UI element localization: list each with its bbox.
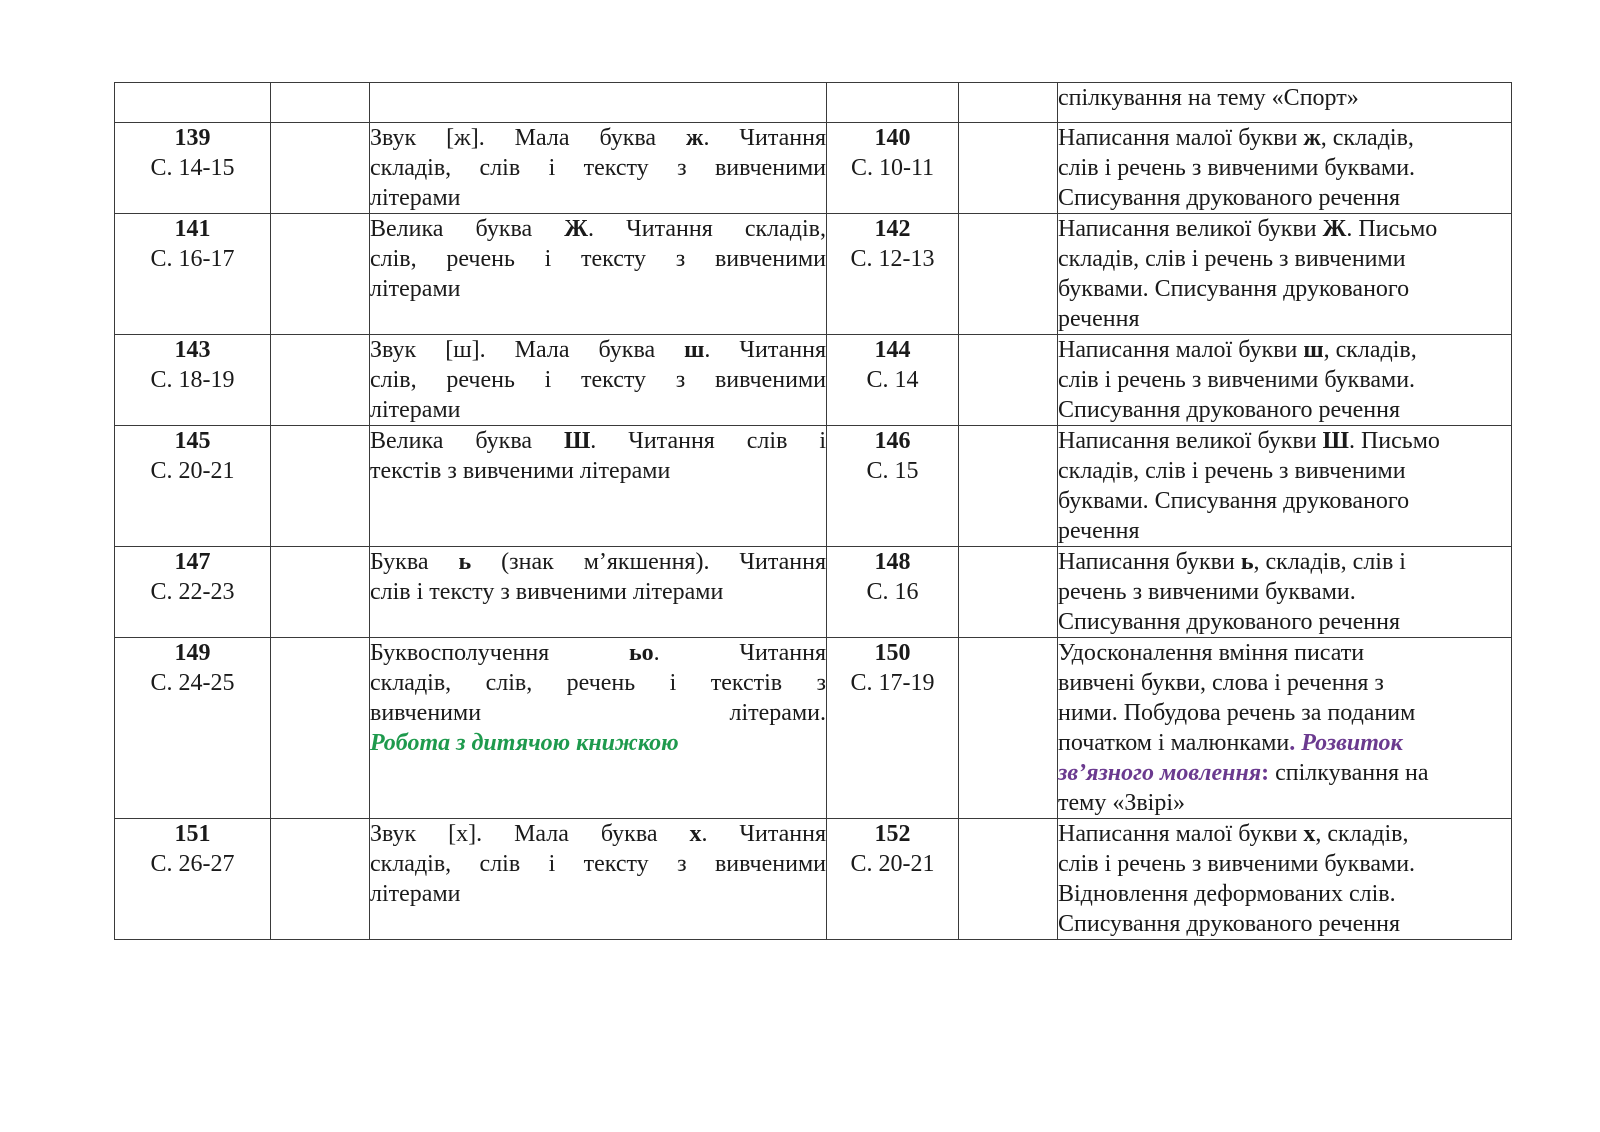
- text-run: текстів з вивченими літерами: [370, 458, 671, 484]
- highlight-purple-punct: :: [1261, 760, 1270, 786]
- bold-letter: Ж: [1322, 216, 1347, 242]
- text-run: Списування друкованого речення: [1058, 185, 1401, 211]
- textbook-pages: С. 20-21: [150, 458, 235, 484]
- lesson-number-cell: [827, 638, 959, 819]
- text-line: [1058, 909, 1511, 939]
- lesson-number-cell: [827, 214, 959, 335]
- text-run: , складів,: [1315, 821, 1409, 847]
- text-run: Велика буква: [370, 216, 565, 242]
- lesson-number-cell: [115, 638, 271, 819]
- text-line: [1058, 335, 1511, 365]
- table-row: [115, 214, 1512, 335]
- text-line: [1058, 486, 1511, 516]
- text-line: [1058, 244, 1511, 274]
- text-line: [370, 123, 826, 153]
- table-row: [115, 426, 1512, 547]
- lesson-number-cell: [827, 335, 959, 426]
- copybook-pages: С. 14: [866, 367, 919, 393]
- text-run: . Читання: [704, 337, 826, 363]
- textbook-pages: С. 16-17: [150, 246, 235, 272]
- bold-letter: ж: [686, 125, 704, 151]
- text-run: . Письмо: [1346, 216, 1438, 242]
- bold-letter: х: [689, 821, 702, 847]
- reading-topic-cell: [370, 547, 827, 638]
- lesson-number: 142: [874, 216, 911, 242]
- empty-cell: [271, 426, 370, 547]
- bold-letter: ж: [1303, 125, 1321, 151]
- text-run: Велика буква: [370, 428, 564, 454]
- text-line: [1058, 153, 1511, 183]
- text-run: ними. Побудова речень за поданим: [1058, 700, 1416, 726]
- textbook-pages: С. 26-27: [150, 851, 235, 877]
- empty-cell: [271, 83, 370, 123]
- text-run: слів, речень і тексту з вивченими: [370, 246, 826, 272]
- text-line: [370, 638, 826, 668]
- textbook-pages: С. 24-25: [150, 670, 235, 696]
- text-line: [1058, 698, 1511, 728]
- lesson-number-cell: [827, 547, 959, 638]
- lesson-number: 141: [174, 216, 211, 242]
- empty-cell: [271, 547, 370, 638]
- text-line: [370, 335, 826, 365]
- text-line: [1058, 304, 1511, 334]
- text-run: Списування друкованого речення: [1058, 911, 1401, 937]
- empty-cell: [271, 638, 370, 819]
- reading-topic-cell: [370, 819, 827, 940]
- cell-text: спілкування на тему «Спорт»: [1058, 85, 1359, 111]
- text-run: Відновлення деформованих слів.: [1058, 881, 1396, 907]
- text-run: вивчені букви, слова і речення з: [1058, 670, 1384, 696]
- text-run: Написання малої букви: [1058, 821, 1304, 847]
- bold-letter: Ш: [563, 428, 591, 454]
- lesson-number: 151: [174, 821, 211, 847]
- text-line: [1058, 516, 1511, 546]
- text-run: буквами. Списування друкованого: [1058, 276, 1410, 302]
- text-line: [370, 668, 826, 698]
- text-run: слів і речень з вивченими буквами.: [1058, 851, 1416, 877]
- text-line: [1058, 426, 1511, 456]
- reading-topic-cell: [370, 214, 827, 335]
- reading-topic-cell: [370, 83, 827, 123]
- text-line: [370, 365, 826, 395]
- text-line: [1058, 728, 1511, 758]
- table-row: [115, 83, 1512, 123]
- empty-cell: [959, 335, 1058, 426]
- text-run: складів, слів і тексту з вивченими: [370, 155, 826, 181]
- reading-topic-cell: [370, 335, 827, 426]
- lesson-number: 152: [874, 821, 911, 847]
- text-line: [370, 426, 826, 456]
- empty-cell: [959, 426, 1058, 547]
- bold-letter: ь: [458, 549, 472, 575]
- text-line: [1058, 668, 1511, 698]
- text-run: літерами: [370, 881, 461, 907]
- text-run: Написання малої букви: [1058, 125, 1304, 151]
- lesson-number: 149: [174, 640, 211, 666]
- copybook-pages: С. 10-11: [850, 155, 935, 181]
- text-run: слів і речень з вивченими буквами.: [1058, 155, 1416, 181]
- text-run: буквами. Списування друкованого: [1058, 488, 1410, 514]
- bold-letter: ш: [1303, 337, 1324, 363]
- lesson-number-cell: [115, 83, 271, 123]
- text-run: літерами: [370, 185, 461, 211]
- lesson-number-cell: [115, 819, 271, 940]
- text-run: Удосконалення вміння писати: [1058, 640, 1365, 666]
- lesson-number-cell: [115, 335, 271, 426]
- text-run: , складів,: [1320, 125, 1414, 151]
- text-run: слів, речень і тексту з вивченими: [370, 367, 826, 393]
- text-line: [1058, 788, 1511, 818]
- text-run: слів і тексту з вивченими літерами: [370, 579, 724, 605]
- text-line: [370, 456, 826, 486]
- text-run: складів, слів і речень з вивченими: [1058, 458, 1406, 484]
- writing-topic-cell: [1058, 83, 1512, 123]
- empty-cell: [271, 819, 370, 940]
- copybook-pages: С. 16: [866, 579, 919, 605]
- empty-cell: [959, 123, 1058, 214]
- lesson-number: 148: [874, 549, 911, 575]
- text-run: речення: [1058, 518, 1140, 544]
- lesson-number: 145: [174, 428, 211, 454]
- text-line: [1058, 456, 1511, 486]
- text-run: складів, слів і тексту з вивченими: [370, 851, 826, 877]
- copybook-pages: С. 12-13: [850, 246, 935, 272]
- text-run: початком і малюнками: [1058, 730, 1290, 756]
- table-row: [115, 638, 1512, 819]
- writing-topic-cell: [1058, 214, 1512, 335]
- textbook-pages: С. 14-15: [150, 155, 235, 181]
- highlight-green: Робота з дитячою книжкою: [370, 730, 679, 756]
- reading-topic-cell: [370, 426, 827, 547]
- lesson-number-cell: [115, 123, 271, 214]
- text-line: [1058, 214, 1511, 244]
- text-line: [370, 153, 826, 183]
- textbook-pages: С. 22-23: [150, 579, 235, 605]
- highlight-purple-punct: .: [1289, 730, 1296, 756]
- highlight-purple: зв’язного мовлення: [1058, 760, 1262, 786]
- writing-topic-cell: [1058, 335, 1512, 426]
- text-line: [1058, 638, 1511, 668]
- text-run: тему «Звірі»: [1058, 790, 1186, 816]
- text-line: [370, 274, 826, 304]
- text-run: . Читання: [653, 640, 826, 666]
- text-run: Звук [ж]. Мала буква: [370, 125, 687, 151]
- text-run: складів, слів і речень з вивченими: [1058, 246, 1406, 272]
- text-line: [1058, 758, 1511, 788]
- copybook-pages: С. 17-19: [850, 670, 935, 696]
- lesson-plan-body: [115, 83, 1512, 940]
- bold-letter: ш: [684, 337, 705, 363]
- text-line: [1058, 123, 1511, 153]
- table-row: [115, 819, 1512, 940]
- text-run: . Читання: [703, 125, 826, 151]
- text-run: , складів,: [1323, 337, 1417, 363]
- bold-letter: Ж: [564, 216, 589, 242]
- lesson-number-cell: [115, 426, 271, 547]
- text-run: літерами: [370, 397, 461, 423]
- lesson-number: 147: [174, 549, 211, 575]
- text-run: складів, слів, речень і текстів з: [370, 670, 826, 696]
- text-run: . Читання: [701, 821, 826, 847]
- lesson-number-cell: [115, 214, 271, 335]
- lesson-number-cell: [827, 426, 959, 547]
- text-line: [1058, 819, 1511, 849]
- empty-cell: [959, 638, 1058, 819]
- lesson-number: 146: [874, 428, 911, 454]
- lesson-number-cell: [827, 819, 959, 940]
- text-run: речень з вивченими буквами.: [1058, 579, 1356, 605]
- empty-cell: [959, 83, 1058, 123]
- text-run: (знак м’якшення). Читання: [471, 549, 826, 575]
- text-run: речення: [1058, 306, 1140, 332]
- bold-letter: ь: [1240, 549, 1254, 575]
- text-run: Списування друкованого речення: [1058, 609, 1401, 635]
- text-line: [1058, 607, 1511, 637]
- text-run: спілкування на: [1269, 760, 1429, 786]
- text-run: Буквосполучення: [370, 640, 629, 666]
- copybook-pages: С. 20-21: [850, 851, 935, 877]
- lesson-number: 143: [174, 337, 211, 363]
- text-run: Списування друкованого речення: [1058, 397, 1401, 423]
- text-line: [370, 698, 826, 728]
- text-run: . Читання слів і: [590, 428, 826, 454]
- text-line: [370, 728, 826, 758]
- bold-letter: ьо: [628, 640, 654, 666]
- bold-letter: х: [1303, 821, 1316, 847]
- writing-topic-cell: [1058, 819, 1512, 940]
- text-run: Звук [ш]. Мала буква: [370, 337, 685, 363]
- lesson-number-cell: [827, 123, 959, 214]
- lesson-number: 140: [874, 125, 911, 151]
- textbook-pages: С. 18-19: [150, 367, 235, 393]
- reading-topic-cell: [370, 638, 827, 819]
- writing-topic-cell: [1058, 123, 1512, 214]
- text-line: [370, 879, 826, 909]
- copybook-pages: С. 15: [866, 458, 919, 484]
- text-line: [1058, 547, 1511, 577]
- text-line: [1058, 849, 1511, 879]
- text-line: [1058, 274, 1511, 304]
- empty-cell: [959, 547, 1058, 638]
- text-run: Написання великої букви: [1058, 428, 1323, 454]
- text-line: [370, 849, 826, 879]
- lesson-number: 139: [174, 125, 211, 151]
- text-line: [370, 214, 826, 244]
- lesson-number-cell: [115, 547, 271, 638]
- text-run: Написання малої букви: [1058, 337, 1304, 363]
- table-row: [115, 335, 1512, 426]
- text-run: літерами: [370, 276, 461, 302]
- empty-cell: [959, 819, 1058, 940]
- text-run: Буква: [370, 549, 459, 575]
- empty-cell: [959, 214, 1058, 335]
- empty-cell: [271, 335, 370, 426]
- writing-topic-cell: [1058, 638, 1512, 819]
- writing-topic-cell: [1058, 426, 1512, 547]
- text-line: [370, 183, 826, 213]
- table-row: [115, 547, 1512, 638]
- text-run: Написання букви: [1058, 549, 1241, 575]
- text-run: Написання великої букви: [1058, 216, 1323, 242]
- text-line: [1058, 879, 1511, 909]
- text-run: вивченими літерами.: [370, 700, 826, 726]
- highlight-purple: Розвиток: [1301, 730, 1403, 756]
- writing-topic-cell: [1058, 547, 1512, 638]
- reading-topic-cell: [370, 123, 827, 214]
- text-line: [1058, 577, 1511, 607]
- empty-cell: [271, 123, 370, 214]
- table-row: [115, 123, 1512, 214]
- text-run: . Читання складів,: [588, 216, 826, 242]
- text-line: [370, 395, 826, 425]
- text-run: слів і речень з вивченими буквами.: [1058, 367, 1416, 393]
- lesson-number: 150: [874, 640, 911, 666]
- text-run: . Письмо: [1348, 428, 1440, 454]
- bold-letter: Ш: [1322, 428, 1349, 454]
- text-line: [370, 547, 826, 577]
- lesson-plan-table: [114, 82, 1512, 940]
- text-line: [1058, 183, 1511, 213]
- text-line: [370, 819, 826, 849]
- text-run: Звук [х]. Мала буква: [370, 821, 690, 847]
- text-line: [1058, 395, 1511, 425]
- lesson-number: 144: [874, 337, 911, 363]
- lesson-number-cell: [827, 83, 959, 123]
- text-line: [1058, 365, 1511, 395]
- text-run: , складів, слів і: [1253, 549, 1406, 575]
- empty-cell: [271, 214, 370, 335]
- text-line: [370, 577, 826, 607]
- text-line: [370, 244, 826, 274]
